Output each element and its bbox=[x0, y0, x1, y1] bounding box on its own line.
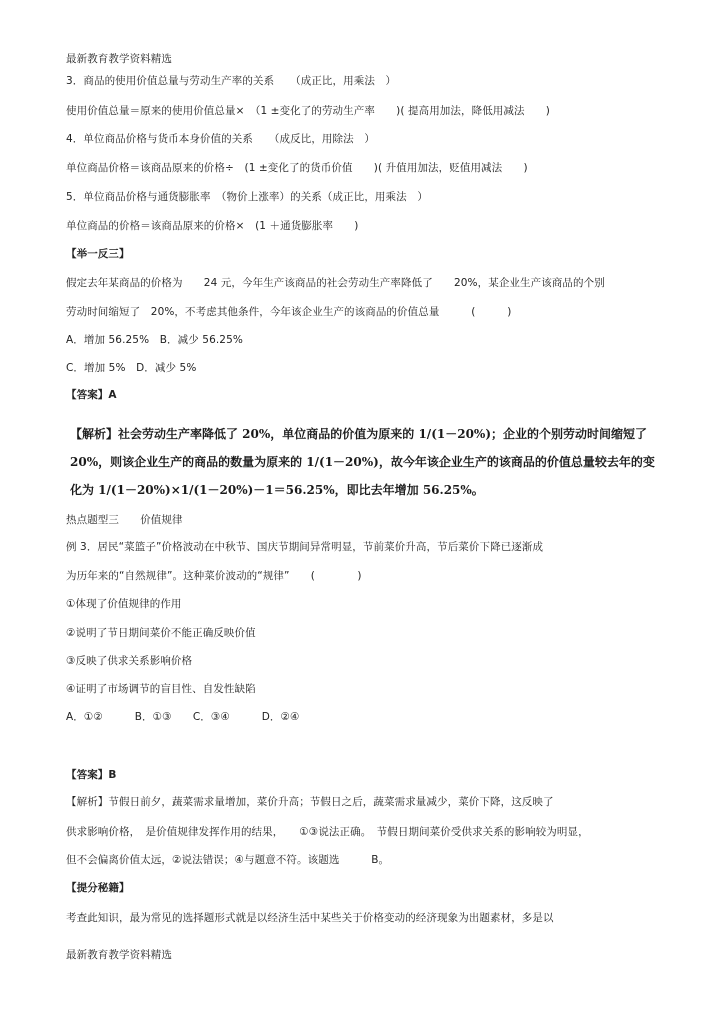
practice-analysis-line-2: 20%，则该企业生产的商品的数量为原来的 1/(1－20%)，故今年该企业生产的该商品的价值总量较去年的变 bbox=[70, 455, 655, 469]
example3-analysis-line-3: 但不会偏离价值太远，②说法错误；④与题意不符。该题选 B。 bbox=[66, 854, 390, 866]
practice-answer: 【答案】A bbox=[66, 389, 117, 401]
page-header: 最新教育教学资料精选 bbox=[66, 53, 172, 65]
practice-analysis bbox=[70, 420, 682, 504]
example3-item-3: ③反映了供求关系影响价格 bbox=[66, 655, 193, 667]
tips-text: 考查此知识，最为常见的选择题形式就是以经济生活中某些关于价格变动的经济现象为出题素材，多是以 bbox=[66, 912, 554, 924]
practice-stem-line-1: 假定去年某商品的价格为 24 元，今年生产该商品的社会劳动生产率降低了 20%，某企业生产该商品的个别 bbox=[66, 277, 605, 289]
example3-answer: 【答案】B bbox=[66, 769, 117, 781]
example3-analysis-line-2: 供求影响价格， 是价值规律发挥作用的结果， ①③说法正确。 节假日期间菜价受供求关系的影响较为明显， bbox=[66, 826, 589, 838]
practice-analysis-line-1: 【解析】社会劳动生产率降低了 20%，单位商品的价值为原来的 1/(1－20%)；企业的个别劳动时间缩短了 bbox=[70, 427, 647, 441]
practice-options-cd: C．增加 5% D．减少 5% bbox=[66, 362, 197, 374]
rule-4-formula: 单位商品价格＝该商品原来的价格÷ (1 ±变化了的货币价值 )( 升值用加法，贬值用减法 ) bbox=[66, 162, 528, 174]
example3-item-1: ①体现了价值规律的作用 bbox=[66, 598, 182, 610]
example3-analysis-line-1: 【解析】节假日前夕，蔬菜需求量增加，菜价升高；节假日之后，蔬菜需求量减少，菜价下降，这反映了 bbox=[66, 796, 554, 808]
example3-item-2: ②说明了节日期间菜价不能正确反映价值 bbox=[66, 627, 256, 639]
rule-5: 5．单位商品价格与通货膨胀率 （物价上涨率）的关系（成正比，用乘法 ） bbox=[66, 191, 428, 203]
example3-options: A．①② B．①③ C．③④ D．②④ bbox=[66, 711, 300, 723]
example3-stem-line-2: 为历年来的“自然规律”。这种菜价波动的“规律” ( ) bbox=[66, 570, 362, 582]
tips-heading: 【提分秘籍】 bbox=[66, 882, 130, 894]
rule-3-formula: 使用价值总量＝原来的使用价值总量× （1 ±变化了的劳动生产率 )( 提高用加法，降低用减法 ) bbox=[66, 105, 550, 117]
practice-heading: 【举一反三】 bbox=[66, 248, 130, 260]
example3-stem-line-1: 例 3．居民“菜篮子”价格波动在中秋节、国庆节期间异常明显，节前菜价升高，节后菜价下降已逐渐成 bbox=[66, 541, 544, 553]
rule-5-formula: 单位商品的价格＝该商品原来的价格× (1 ＋通货膨胀率 ) bbox=[66, 220, 359, 232]
page-footer: 最新教育教学资料精选 bbox=[66, 949, 172, 961]
rule-4: 4．单位商品价格与货币本身价值的关系 （成反比，用除法 ） bbox=[66, 133, 375, 145]
practice-options-ab: A．增加 56.25% B．减少 56.25% bbox=[66, 334, 243, 346]
practice-analysis-line-3: 化为 1/(1－20%)×1/(1－20%)－1＝56.25%，即比去年增加 56.25%。 bbox=[70, 483, 484, 497]
rule-3: 3．商品的使用价值总量与劳动生产率的关系 （成正比，用乘法 ） bbox=[66, 75, 397, 87]
example3-item-4: ④证明了市场调节的盲目性、自发性缺陷 bbox=[66, 683, 256, 695]
section-title: 热点题型三 价值规律 bbox=[66, 514, 183, 526]
practice-stem-line-2: 劳动时间缩短了 20%，不考虑其他条件，今年该企业生产的该商品的价值总量 ( ) bbox=[66, 306, 512, 318]
